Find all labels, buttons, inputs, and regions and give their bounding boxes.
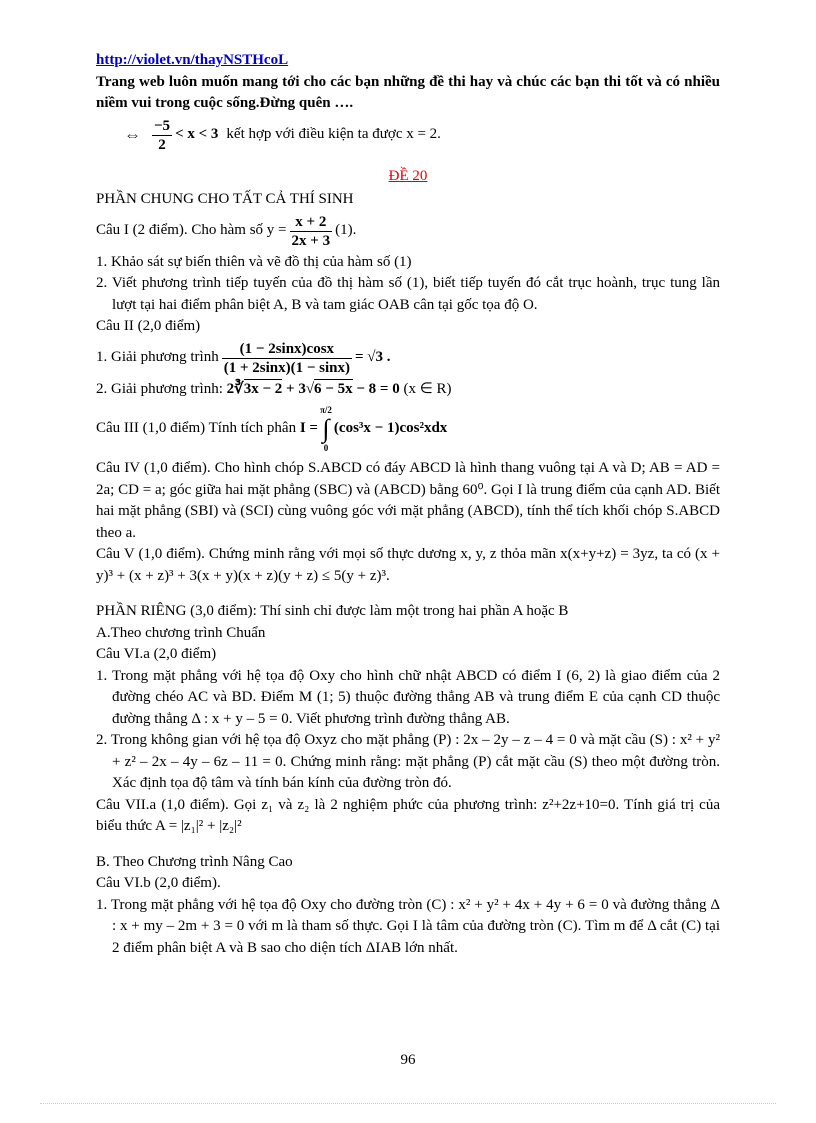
question-6a: Câu VI.a (2,0 điểm) bbox=[96, 646, 217, 662]
question-2: Câu II (2,0 điểm) bbox=[96, 318, 201, 334]
q2-2-prefix: 2. Giải phương trình: bbox=[96, 380, 223, 397]
question-1 bbox=[96, 213, 720, 250]
site-link[interactable]: http://violet.vn/thayNSTHcoL bbox=[96, 52, 289, 68]
q1-suffix: (1). bbox=[335, 222, 357, 239]
q2-part-2 bbox=[96, 379, 720, 401]
part-a-heading: A.Theo chương trình Chuẩn bbox=[96, 624, 266, 641]
q6b-part-1: 1. Trong mặt phẳng với hệ tọa độ Oxy cho đường tròn (C) : x² + y² + 4x + 4y + 6 = 0 và đường thẳng Δ : x + my – 2m + 3 = 0 với m là tham số thực. Gọi I là tâm của đường tròn (C). Tìm m để Δ cắt (C) tại 2 điểm phân biệt A và B sao cho diện tích ΔIAB lớn nhất. bbox=[96, 896, 720, 956]
page-number: 96 bbox=[400, 1052, 416, 1068]
question-7a: Câu VII.a (1,0 điểm). Gọi z₁ và z₂ là 2 nghiệm phức của phương trình: z²+2z+10=0. Tính giá trị của biểu thức A = |z₁|² + |z₂|² bbox=[96, 796, 720, 834]
carry-over-line bbox=[96, 117, 720, 154]
carry-inequality: < x < 3 bbox=[175, 126, 219, 143]
q1-part-2: 2. Viết phương trình tiếp tuyến của đồ thị hàm số (1), biết tiếp tuyến đó cắt trục hoành, trục tung lần lượt tại hai điểm phân biệt A, B và tam giác OAB cân tại gốc tọa độ O. bbox=[96, 275, 720, 313]
q2-2-equation: 2∛3x − 2 + 3√6 − 5x − 8 = 0 bbox=[226, 380, 400, 397]
carry-text: kết hợp với điều kiện ta được x = 2. bbox=[226, 126, 441, 143]
header-link-line bbox=[96, 50, 720, 72]
q1-fraction: $\frac{x + 2}{2x + 3}$ bbox=[291, 213, 331, 249]
q6a-part-2: 2. Trong không gian với hệ tọa độ Oxyz cho mặt phẳng (P) : 2x – 2y – z – 4 = 0 và mặt cầu (S) : x² + y² + z² – 2x – 4y – 6z – 11 = 0. Chứng minh rằng: mặt phẳng (P) cắt mặt cầu (S) theo một đường tròn. Xác định tọa độ tâm và tính bán kính của đường tròn đó. bbox=[96, 732, 720, 791]
q1-prefix: Câu I (2 điểm). Cho hàm số y = bbox=[96, 222, 287, 239]
q6a-part-1: 1. Trong mặt phẳng với hệ tọa độ Oxy cho hình chữ nhật ABCD có điểm I (6, 2) là giao điểm của 2 đường chéo AC và BD. Điểm M (1; 5) thuộc đường thẳng AB và trung điểm E của cạnh CD thuộc đường thẳng Δ : x + y – 5 = 0. Viết phương trình đường thẳng AB. bbox=[96, 667, 720, 727]
common-section-heading: PHẦN CHUNG CHO TẤT CẢ THÍ SINH bbox=[96, 191, 354, 207]
q2-part-1 bbox=[96, 340, 720, 377]
intro-text: Trang web luôn muốn mang tới cho các bạn những đề thi hay và chúc các bạn thi tốt và có nhiều niềm vui trong cuộc sống.Đừng quên …. bbox=[96, 73, 720, 111]
part-b-heading: B. Theo Chương trình Nâng Cao bbox=[96, 853, 293, 870]
question-5: Câu V (1,0 điểm). Chứng minh rằng với mọi số thực dương x, y, z thỏa mãn x(x+y+z) = 3yz, ta có (x + y)³ + (x + z)³ + 3(x + y)(x + z)(y + z) ≤ 5(y + z)³. bbox=[96, 546, 720, 584]
q2-1-rhs: = √3 . bbox=[355, 349, 391, 366]
exam-title: ĐỀ 20 bbox=[388, 167, 428, 184]
question-3 bbox=[96, 404, 720, 454]
q3-integrand: (cos³x − 1)cos²xdx bbox=[333, 420, 448, 437]
private-section-heading: PHẦN RIÊNG (3,0 điểm): Thí sinh chỉ được làm một trong hai phần A hoặc B bbox=[96, 603, 569, 619]
document-page bbox=[96, 50, 720, 959]
question-4: Câu IV (1,0 điểm). Cho hình chóp S.ABCD có đáy ABCD là hình thang vuông tại A và D; AB = AD = 2a; CD = a; góc giữa hai mặt phẳng (SBC) và (ABCD) bằng 60⁰. Gọi I là trung điểm của cạnh AD. Biết hai mặt phẳng (SBI) và (SCI) cùng vuông góc với mặt phẳng (ABCD), tính thể tích khối chóp S.ABCD theo a. bbox=[96, 460, 720, 541]
q2-1-prefix: 1. Giải phương trình bbox=[96, 349, 219, 366]
page-border bbox=[40, 1103, 776, 1104]
q2-1-fraction: $\frac{(1 - 2\sin x)\cos x}{(1 + 2\sin x)(1 - \sin x)}$ bbox=[223, 340, 350, 376]
equivalence-arrow: ⇔ bbox=[124, 125, 141, 145]
q3-integral-label: I = bbox=[299, 420, 318, 437]
q1-part-1: 1. Khảo sát sự biến thiên và vẽ đồ thị của hàm số (1) bbox=[96, 253, 412, 270]
carry-fraction: $\frac{-5}{2}$ bbox=[154, 117, 171, 153]
question-6b: Câu VI.b (2,0 điểm). bbox=[96, 875, 221, 891]
q3-prefix: Câu III (1,0 điểm) Tính tích phân bbox=[96, 420, 297, 437]
q2-2-suffix: (x ∈ R) bbox=[403, 380, 452, 397]
integral-sign: π/2 ∫ 0 bbox=[319, 405, 332, 453]
